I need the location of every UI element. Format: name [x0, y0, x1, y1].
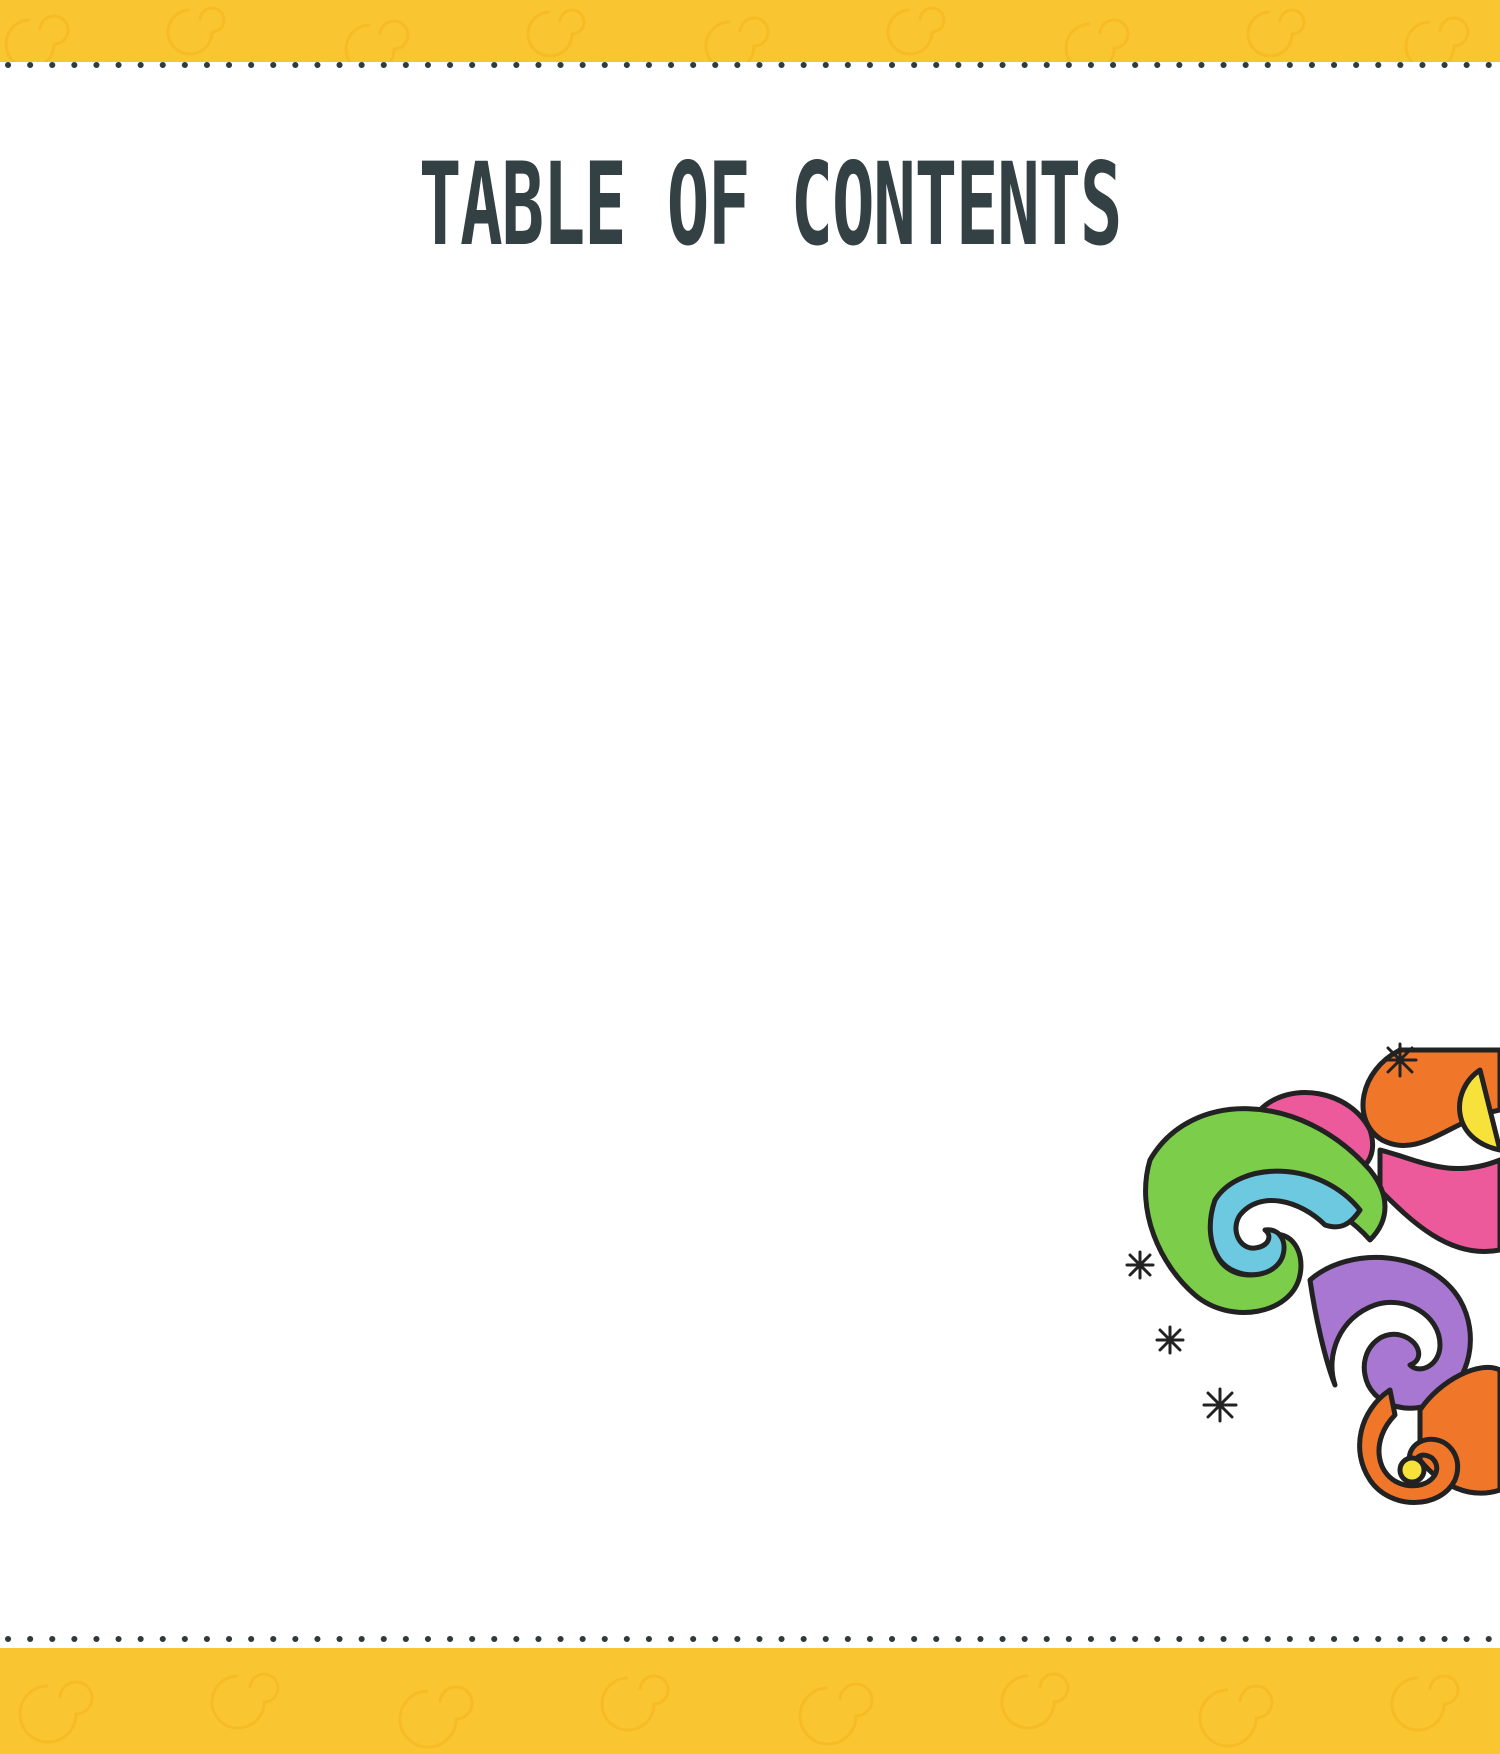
decorative-swirl-illustration: [1120, 1030, 1500, 1590]
sparkle-icon: [1200, 1385, 1240, 1425]
swirl-pattern-icon: [0, 0, 1500, 62]
sparkle-icon: [1380, 1040, 1420, 1080]
page-title: TABLE OF CONTENTS: [418, 138, 1122, 271]
bottom-dotted-border: [0, 1634, 1500, 1644]
swirl-pattern-icon: [0, 1648, 1500, 1754]
bottom-border-band: [0, 1648, 1500, 1754]
top-border-band: [0, 0, 1500, 62]
top-dotted-border: [0, 60, 1500, 70]
